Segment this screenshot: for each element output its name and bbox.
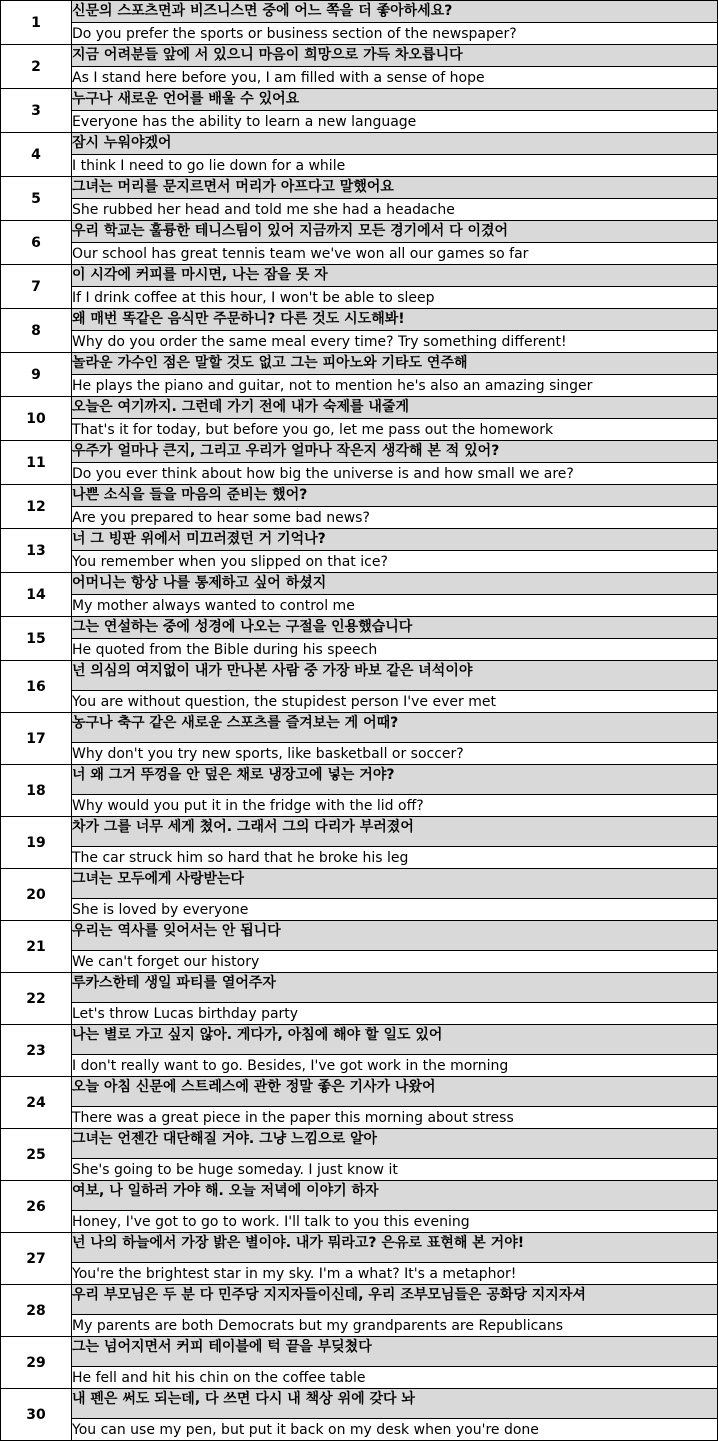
entry-korean-row <box>1 1181 718 1211</box>
korean-sentence: 우리는 역사를 잊어서는 안 됩니다 <box>72 923 281 939</box>
entry-english-row <box>1 155 718 177</box>
entry-number: 30 <box>1 1389 72 1441</box>
entry-korean-row <box>1 817 718 847</box>
english-sentence: You're the brightest star in my sky. I'm a what? It's a metaphor! <box>72 1266 517 1282</box>
english-sentence: He plays the piano and guitar, not to mention he's also an amazing singer <box>72 378 593 394</box>
english-sentence-cell <box>72 23 718 45</box>
entry-number: 7 <box>1 265 72 309</box>
korean-sentence-cell <box>72 617 718 639</box>
english-sentence: You remember when you slipped on that ice? <box>72 554 388 570</box>
entry-korean-row <box>1 1077 718 1107</box>
korean-sentence: 루카스한테 생일 파티를 열어주자 <box>72 975 276 991</box>
english-sentence-cell <box>72 243 718 265</box>
entry-number: 24 <box>1 1077 72 1129</box>
english-sentence-cell <box>72 463 718 485</box>
entry-english-row <box>1 243 718 265</box>
entry-number: 11 <box>1 441 72 485</box>
entry-korean-row <box>1 177 718 199</box>
entry-english-row <box>1 551 718 573</box>
english-sentence-cell <box>72 847 718 869</box>
entry-number: 17 <box>1 713 72 765</box>
english-sentence: If I drink coffee at this hour, I won't be able to sleep <box>72 290 435 306</box>
english-sentence-cell <box>72 375 718 397</box>
korean-sentence-cell <box>72 973 718 1003</box>
english-sentence: That's it for today, but before you go, let me pass out the homework <box>72 422 554 438</box>
entry-english-row <box>1 847 718 869</box>
korean-sentence: 차가 그를 너무 세게 쳤어. 그래서 그의 다리가 부러졌어 <box>72 819 414 835</box>
korean-sentence-cell <box>72 221 718 243</box>
english-sentence: He quoted from the Bible during his speech <box>72 642 378 658</box>
english-sentence: As I stand here before you, I am filled with a sense of hope <box>72 70 485 86</box>
english-sentence-cell <box>72 639 718 661</box>
english-sentence: There was a great piece in the paper this morning about stress <box>72 1110 514 1126</box>
korean-sentence: 우리 부모님은 두 분 다 민주당 지지자들이신데, 우리 조부모님들은 공화당 지지자셔 <box>72 1287 586 1303</box>
korean-sentence-cell <box>72 1389 718 1419</box>
entry-english-row <box>1 1367 718 1389</box>
entry-korean-row <box>1 45 718 67</box>
korean-sentence-cell <box>72 817 718 847</box>
korean-sentence: 우주가 얼마나 큰지, 그리고 우리가 얼마나 작은지 생각해 본 적 있어? <box>72 443 500 459</box>
entry-english-row <box>1 795 718 817</box>
korean-sentence-cell <box>72 1285 718 1315</box>
korean-sentence-cell <box>72 765 718 795</box>
entry-number: 4 <box>1 133 72 177</box>
entry-korean-row <box>1 133 718 155</box>
korean-sentence: 그는 넘어지면서 커피 테이블에 턱 끝을 부딪쳤다 <box>72 1339 372 1355</box>
korean-sentence: 오늘은 여기까지. 그런데 가기 전에 내가 숙제를 내줄게 <box>72 399 409 415</box>
english-sentence: Why don't you try new sports, like basketball or soccer? <box>72 746 464 762</box>
english-sentence-cell <box>72 1315 718 1337</box>
entry-korean-row <box>1 921 718 951</box>
entry-english-row <box>1 1107 718 1129</box>
entry-english-row <box>1 287 718 309</box>
entry-korean-row <box>1 617 718 639</box>
entry-english-row <box>1 1315 718 1337</box>
korean-sentence: 놀라운 가수인 점은 말할 것도 없고 그는 피아노와 기타도 연주해 <box>72 355 468 371</box>
entry-korean-row <box>1 89 718 111</box>
entry-korean-row <box>1 713 718 743</box>
english-sentence: I think I need to go lie down for a while <box>72 158 346 174</box>
entry-english-row <box>1 375 718 397</box>
english-sentence-cell <box>72 1211 718 1233</box>
korean-sentence-cell <box>72 713 718 743</box>
english-sentence-cell <box>72 155 718 177</box>
entry-english-row <box>1 1159 718 1181</box>
entry-english-row <box>1 199 718 221</box>
english-sentence-cell <box>72 331 718 353</box>
entry-korean-row <box>1 485 718 507</box>
entry-korean-row <box>1 309 718 331</box>
entry-number: 5 <box>1 177 72 221</box>
entry-number: 23 <box>1 1025 72 1077</box>
entry-english-row <box>1 1263 718 1285</box>
english-sentence-cell <box>72 1055 718 1077</box>
english-sentence: She's going to be huge someday. I just know it <box>72 1162 398 1178</box>
korean-sentence-cell <box>72 309 718 331</box>
english-sentence: My mother always wanted to control me <box>72 598 355 614</box>
korean-sentence-cell <box>72 133 718 155</box>
entry-number: 2 <box>1 45 72 89</box>
english-sentence: You can use my pen, but put it back on my desk when you're done <box>72 1422 539 1438</box>
korean-sentence: 그녀는 머리를 문지르면서 머리가 아프다고 말했어요 <box>72 179 394 195</box>
entry-english-row <box>1 691 718 713</box>
entry-korean-row <box>1 1233 718 1263</box>
entry-number: 26 <box>1 1181 72 1233</box>
entry-korean-row <box>1 765 718 795</box>
english-sentence-cell <box>72 691 718 713</box>
entry-number: 29 <box>1 1337 72 1389</box>
entry-number: 22 <box>1 973 72 1025</box>
korean-sentence-cell <box>72 661 718 691</box>
english-sentence-cell <box>72 1263 718 1285</box>
entry-english-row <box>1 1211 718 1233</box>
english-sentence-cell <box>72 595 718 617</box>
entry-english-row <box>1 463 718 485</box>
english-sentence-cell <box>72 1419 718 1441</box>
english-sentence-cell <box>72 951 718 973</box>
entry-number: 16 <box>1 661 72 713</box>
entry-number: 14 <box>1 573 72 617</box>
entry-korean-row <box>1 529 718 551</box>
entry-english-row <box>1 23 718 45</box>
korean-sentence: 이 시각에 커피를 마시면, 나는 잠을 못 자 <box>72 267 328 283</box>
english-sentence-cell <box>72 507 718 529</box>
entry-english-row <box>1 743 718 765</box>
korean-sentence-cell <box>72 1025 718 1055</box>
english-sentence: Why do you order the same meal every time? Try something different! <box>72 334 567 350</box>
korean-sentence-cell <box>72 485 718 507</box>
korean-sentence-cell <box>72 265 718 287</box>
korean-sentence: 나는 별로 가고 싶지 않아. 게다가, 아침에 해야 할 일도 있어 <box>72 1027 443 1043</box>
korean-sentence: 넌 의심의 여지없이 내가 만나본 사람 중 가장 바보 같은 녀석이야 <box>72 663 473 679</box>
entry-korean-row <box>1 265 718 287</box>
entry-english-row <box>1 951 718 973</box>
korean-sentence-cell <box>72 1337 718 1367</box>
entry-english-row <box>1 1003 718 1025</box>
english-sentence-cell <box>72 419 718 441</box>
entry-english-row <box>1 507 718 529</box>
entry-korean-row <box>1 1389 718 1419</box>
korean-sentence: 오늘 아침 신문에 스트레스에 관한 정말 좋은 기사가 나왔어 <box>72 1079 436 1095</box>
korean-sentence: 잠시 누워야겠어 <box>72 135 172 151</box>
phrase-table-body <box>1 1 718 1441</box>
entry-korean-row <box>1 221 718 243</box>
english-sentence-cell <box>72 743 718 765</box>
entry-english-row <box>1 1419 718 1441</box>
entry-korean-row <box>1 869 718 899</box>
korean-sentence-cell <box>72 1181 718 1211</box>
korean-sentence-cell <box>72 397 718 419</box>
entry-number: 21 <box>1 921 72 973</box>
korean-sentence-cell <box>72 1129 718 1159</box>
english-sentence-cell <box>72 287 718 309</box>
english-sentence-cell <box>72 111 718 133</box>
english-sentence-cell <box>72 1159 718 1181</box>
korean-sentence: 여보, 나 일하러 가야 해. 오늘 저녁에 이야기 하자 <box>72 1183 379 1199</box>
entry-number: 12 <box>1 485 72 529</box>
english-sentence: Honey, I've got to go to work. I'll talk to you this evening <box>72 1214 470 1230</box>
entry-number: 28 <box>1 1285 72 1337</box>
korean-sentence-cell <box>72 45 718 67</box>
korean-sentence: 지금 어려분들 앞에 서 있으니 마음이 희망으로 가득 차오릅니다 <box>72 47 463 63</box>
entry-number: 10 <box>1 397 72 441</box>
entry-korean-row <box>1 397 718 419</box>
english-sentence: Everyone has the ability to learn a new language <box>72 114 417 130</box>
english-sentence: She is loved by everyone <box>72 902 249 918</box>
entry-number: 13 <box>1 529 72 573</box>
korean-sentence: 너 왜 그거 뚜껑을 안 덮은 채로 냉장고에 넣는 거야? <box>72 767 395 783</box>
korean-sentence: 내 펜은 써도 되는데, 다 쓰면 다시 내 책상 위에 갖다 놔 <box>72 1391 415 1407</box>
entry-number: 9 <box>1 353 72 397</box>
english-sentence: Do you ever think about how big the universe is and how small we are? <box>72 466 574 482</box>
english-sentence-cell <box>72 199 718 221</box>
entry-korean-row <box>1 973 718 1003</box>
korean-sentence: 넌 나의 하늘에서 가장 밝은 별이야. 내가 뭐라고? 은유로 표현해 본 거야! <box>72 1235 525 1251</box>
english-sentence: My parents are both Democrats but my grandparents are Republicans <box>72 1318 564 1334</box>
korean-sentence: 누구나 새로운 언어를 배울 수 있어요 <box>72 91 300 107</box>
korean-sentence-cell <box>72 921 718 951</box>
entry-number: 19 <box>1 817 72 869</box>
entry-english-row <box>1 419 718 441</box>
entry-korean-row <box>1 353 718 375</box>
korean-sentence: 그는 연설하는 중에 성경에 나오는 구절을 인용했습니다 <box>72 619 413 635</box>
entry-korean-row <box>1 1 718 23</box>
korean-sentence: 신문의 스포츠면과 비즈니스면 중에 어느 쪽을 더 좋아하세요? <box>72 3 453 19</box>
entry-english-row <box>1 1055 718 1077</box>
entry-number: 1 <box>1 1 72 45</box>
korean-sentence-cell <box>72 177 718 199</box>
entry-number: 25 <box>1 1129 72 1181</box>
korean-sentence-cell <box>72 1 718 23</box>
korean-sentence-cell <box>72 869 718 899</box>
entry-english-row <box>1 639 718 661</box>
english-sentence-cell <box>72 67 718 89</box>
english-sentence-cell <box>72 1367 718 1389</box>
english-sentence: We can't forget our history <box>72 954 260 970</box>
entry-korean-row <box>1 1337 718 1367</box>
entry-korean-row <box>1 1025 718 1055</box>
english-sentence: Do you prefer the sports or business section of the newspaper? <box>72 26 517 42</box>
korean-sentence: 어머니는 항상 나를 통제하고 싶어 하셨지 <box>72 575 327 591</box>
korean-sentence: 농구나 축구 같은 새로운 스포츠를 즐겨보는 게 어때? <box>72 715 399 731</box>
korean-sentence: 그녀는 모두에게 사랑받는다 <box>72 871 245 887</box>
korean-sentence-cell <box>72 1077 718 1107</box>
korean-sentence-cell <box>72 1233 718 1263</box>
entry-number: 8 <box>1 309 72 353</box>
korean-sentence-cell <box>72 441 718 463</box>
entry-korean-row <box>1 661 718 691</box>
english-sentence-cell <box>72 1003 718 1025</box>
entry-english-row <box>1 67 718 89</box>
korean-sentence: 너 그 빙판 위에서 미끄러졌던 거 기억나? <box>72 531 326 547</box>
english-sentence: He fell and hit his chin on the coffee table <box>72 1370 366 1386</box>
korean-sentence: 우리 학교는 훌륭한 테니스팀이 있어 지금까지 모든 경기에서 다 이겼어 <box>72 223 509 239</box>
entry-english-row <box>1 331 718 353</box>
english-sentence: Are you prepared to hear some bad news? <box>72 510 370 526</box>
entry-korean-row <box>1 573 718 595</box>
english-sentence: Why would you put it in the fridge with the lid off? <box>72 798 424 814</box>
korean-sentence-cell <box>72 89 718 111</box>
english-sentence: I don't really want to go. Besides, I've got work in the morning <box>72 1058 509 1074</box>
korean-sentence: 그녀는 언젠간 대단해질 거야. 그냥 느낌으로 알아 <box>72 1131 378 1147</box>
korean-sentence-cell <box>72 353 718 375</box>
entry-korean-row <box>1 1129 718 1159</box>
entry-english-row <box>1 111 718 133</box>
english-sentence: You are without question, the stupidest person I've ever met <box>72 694 496 710</box>
entry-number: 6 <box>1 221 72 265</box>
entry-number: 15 <box>1 617 72 661</box>
entry-number: 18 <box>1 765 72 817</box>
english-sentence-cell <box>72 551 718 573</box>
entry-number: 3 <box>1 89 72 133</box>
entry-korean-row <box>1 441 718 463</box>
english-sentence: Let's throw Lucas birthday party <box>72 1006 299 1022</box>
entry-english-row <box>1 595 718 617</box>
korean-sentence: 왜 매번 똑같은 음식만 주문하니? 다른 것도 시도해봐! <box>72 311 405 327</box>
english-sentence: Our school has great tennis team we've won all our games so far <box>72 246 529 262</box>
korean-sentence-cell <box>72 573 718 595</box>
english-sentence: She rubbed her head and told me she had a headache <box>72 202 455 218</box>
entry-english-row <box>1 899 718 921</box>
english-sentence-cell <box>72 795 718 817</box>
entry-number: 20 <box>1 869 72 921</box>
entry-korean-row <box>1 1285 718 1315</box>
english-sentence-cell <box>72 1107 718 1129</box>
english-sentence-cell <box>72 899 718 921</box>
korean-sentence-cell <box>72 529 718 551</box>
english-sentence: The car struck him so hard that he broke his leg <box>72 850 409 866</box>
entry-number: 27 <box>1 1233 72 1285</box>
korean-sentence: 나쁜 소식을 들을 마음의 준비는 했어? <box>72 487 308 503</box>
